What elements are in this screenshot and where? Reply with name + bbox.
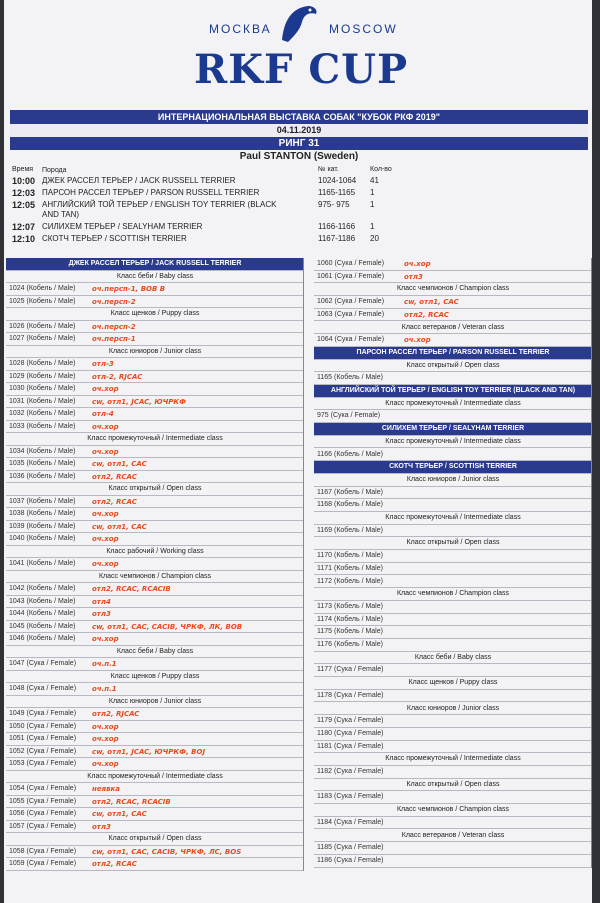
handwritten-result: отл3 [92,822,111,831]
handwritten-result: отл2, RCAC [92,497,137,506]
entry-row [6,583,304,596]
handwritten-result: отл2, RCAC [404,310,449,319]
entry-label: 1170 (Кобель / Male) [317,552,383,560]
entry-row [314,614,592,627]
class-header: Класс юниоров / Junior class [314,474,592,487]
class-header: Класс открытый / Open class [314,537,592,550]
entry-row [6,533,304,546]
entry-label: 1184 (Сука / Female) [317,818,384,826]
handwritten-result: оч.хор [404,260,431,268]
handwritten-result: оч.хор [92,535,119,543]
entry-row [314,626,592,639]
entry-label: 1039 (Кобель / Male) [9,522,76,530]
entry-label: 1061 (Сука / Female) [317,272,385,280]
handwritten-result: оч.персп-1 [92,335,136,343]
handwritten-result: отл4 [92,597,111,606]
entry-row [314,372,592,385]
entry-label: 1025 (Кобель / Male) [9,297,76,305]
entry-row [314,487,592,500]
entry-label: 1171 (Кобель / Male) [317,564,383,572]
handwritten-result: cw, отл1, CAC, CACIB, ЧРКФ, ЛС, BOS [92,847,242,856]
entry-label: 1173 (Кобель / Male) [317,602,383,610]
entry-label: 1047 (Сука / Female) [9,660,77,667]
catalog-sheet [4,0,592,903]
entry-label: 1174 (Кобель / Male) [317,615,383,623]
entry-row [6,333,304,346]
schedule-time: 12:03 [12,188,36,198]
class-header: Класс беби / Baby class [314,652,592,665]
handwritten-result: оч.хор [92,510,119,518]
entry-label: 1037 (Кобель / Male) [9,497,76,505]
schedule-catalog-range: 1165-1165 [318,188,356,197]
entry-label: 1180 (Сука / Female) [317,729,384,737]
handwritten-result: оч.персп-2 [92,297,136,306]
entry-label: 1178 (Сука / Female) [317,691,384,699]
class-header: Класс промежуточный / Intermediate class [314,753,592,766]
schedule-breed: СКОТЧ ТЕРЬЕР / SCOTTISH TERRIER [42,234,187,243]
entry-label: 1060 (Сука / Female) [317,260,385,267]
entry-label: 1182 (Сука / Female) [317,768,384,775]
entry-label: 1166 (Кобель / Male) [317,450,383,458]
entry-row [314,309,592,322]
column-border [591,258,592,868]
handwritten-result: оч.хор [404,336,431,345]
class-header: Класс открытый / Open class [6,483,304,496]
entry-label: 1051 (Сука / Female) [9,735,77,742]
handwritten-result: оч.хор [92,735,119,743]
entry-row [314,817,592,830]
entry-row [6,621,304,634]
handwritten-result: отл2, RCAC [92,472,137,481]
entry-label: 1175 (Кобель / Male) [317,628,383,636]
entry-label: 1179 (Сука / Female) [317,717,384,725]
handwritten-result: оч.хор [92,422,119,431]
handwritten-result: оч.п.1 [92,660,117,668]
entry-label: 1031 (Кобель / Male) [9,397,76,405]
entry-label: 1035 (Кобель / Male) [9,460,76,467]
entry-label: 1058 (Сука / Female) [9,847,77,855]
entry-row [314,855,592,868]
entry-row [314,525,592,538]
entry-row [6,496,304,509]
handwritten-result: cw, отл1, CAC, CACIB, ЧРКФ, ЛК, BOB [92,622,243,631]
handwritten-result: cw, отл1, CAC [92,810,147,818]
entry-row [6,521,304,534]
entry-row [6,508,304,521]
entry-label: 1036 (Кобель / Male) [9,472,76,480]
entry-row [6,708,304,721]
handwritten-result: отл2, RCAC, RCACIB [92,797,171,806]
entry-label: 1024 (Кобель / Male) [9,285,76,292]
entry-row [314,664,592,677]
schedule-header: Время Порода № кат. Кол-во [12,166,392,174]
entry-row [6,421,304,434]
schedule-breed: АНГЛИЙСКИЙ ТОЙ ТЕРЬЕР / ENGLISH TOY TERRIER (BLACK AND TAN) [42,200,277,219]
entry-row [314,601,592,614]
class-header: Класс промежуточный / Intermediate class [314,436,592,449]
handwritten-result: оч.п.1 [92,685,117,693]
schedule-row [12,188,572,200]
schedule-row [12,234,572,246]
handwritten-result: оч.хор [92,560,119,568]
class-header: Класс открытый / Open class [314,779,592,792]
entry-row [6,408,304,421]
entry-row [314,766,592,779]
entry-label: 1167 (Кобель / Male) [317,488,383,496]
handwritten-result: cw, отл1, CAC [92,522,147,531]
entry-row [6,383,304,396]
entry-label: 1168 (Кобель / Male) [317,501,383,509]
handwritten-result: отл2, RCAC [92,860,137,868]
entry-row [314,576,592,589]
entry-label: 1055 (Сука / Female) [9,797,77,805]
entry-label: 1052 (Сука / Female) [9,747,77,755]
entry-label: 1027 (Кобель / Male) [9,335,76,342]
schedule-breed: ПАРСОН РАССЕЛ ТЕРЬЕР / PARSON RUSSELL TERRIER [42,188,260,197]
entry-label: 1181 (Сука / Female) [317,742,384,750]
handwritten-result: оч.хор [92,722,119,731]
handwritten-result: неявка [92,785,120,793]
entry-row [6,396,304,409]
breed-header: ДЖЕК РАССЕЛ ТЕРЬЕР / JACK RUSSELL TERRIER [6,258,304,271]
handwritten-result: отл-3 [92,360,114,368]
class-header: Класс открытый / Open class [314,360,592,373]
entry-row [6,658,304,671]
schedule-time: 12:10 [12,234,36,244]
class-header: Класс ветеранов / Veteran class [314,830,592,843]
entry-label: 1177 (Сука / Female) [317,666,384,674]
entry-row [314,334,592,347]
dog-head-icon [274,0,322,48]
column-border [303,258,304,871]
class-header: Класс ветеранов / Veteran class [314,322,592,335]
handwritten-result: отл3 [92,610,111,618]
entry-row [6,633,304,646]
handwritten-result: cw, отл1, CAC [404,298,459,307]
entry-row [314,791,592,804]
entry-row [6,608,304,621]
schedule-row [12,200,572,222]
entry-label: 1029 (Кобель / Male) [9,372,76,380]
entry-label: 1063 (Сука / Female) [317,310,385,318]
entry-row [6,321,304,334]
entry-row [6,558,304,571]
entry-row [314,410,592,423]
breed-header: АНГЛИЙСКИЙ ТОЙ ТЕРЬЕР / ENGLISH TOY TERRIER (BLACK AND TAN) [314,385,592,398]
entry-label: 1046 (Кобель / Male) [9,635,76,642]
class-header: Класс промежуточный / Intermediate class [314,512,592,525]
class-header: Класс промежуточный / Intermediate class [6,771,304,784]
handwritten-result: cw, отл1, JCAC, ЮЧРКФ, BOJ [92,747,206,756]
handwritten-result: оч.персп-1, BOB B [92,285,166,293]
entry-row [314,741,592,754]
entry-label: 1034 (Кобель / Male) [9,447,76,455]
entry-label: 1185 (Сука / Female) [317,844,384,852]
schedule-catalog-range: 975- 975 [318,200,350,209]
judge-name: Paul STANTON (Sweden) [239,151,359,162]
entry-row [6,808,304,821]
entry-label: 1038 (Кобель / Male) [9,510,76,517]
schedule-row [12,222,572,234]
class-header: Класс чемпионов / Champion class [314,283,592,296]
class-header: Класс беби / Baby class [6,271,304,284]
entry-label: 1044 (Кобель / Male) [9,610,76,617]
logo-title: RKF CUP [194,46,409,93]
entry-label: 1033 (Кобель / Male) [9,422,76,430]
handwritten-result: отл-2, RJCAC [92,372,143,381]
entry-row [6,358,304,371]
entry-row [6,783,304,796]
entry-row [6,371,304,384]
handwritten-result: отл-4 [92,410,114,418]
entry-label: 1056 (Сука / Female) [9,810,77,817]
entry-label: 1172 (Кобель / Male) [317,577,383,585]
class-header: Класс промежуточный / Intermediate class [314,398,592,411]
breed-header: СКОТЧ ТЕРЬЕР / SCOTTISH TERRIER [314,461,592,474]
class-header: Класс чемпионов / Champion class [314,804,592,817]
schedule-row [12,176,572,188]
entry-row [314,550,592,563]
schedule-time: 10:00 [12,176,36,186]
entry-label: 1032 (Кобель / Male) [9,410,76,417]
schedule-count: 1 [370,222,375,231]
entry-label: 1043 (Кобель / Male) [9,597,76,605]
schedule-count: 1 [370,188,375,197]
entry-row [6,458,304,471]
entry-label: 1045 (Кобель / Male) [9,622,76,630]
schedule-catalog-range: 1024-1064 [318,176,357,185]
ring-title: РИНГ 31 [10,137,588,150]
class-header: Класс щенков / Puppy class [6,671,304,684]
entry-label: 1028 (Кобель / Male) [9,360,76,367]
schedule-time: 12:07 [12,222,36,232]
event-title: ИНТЕРНАЦИОНАЛЬНАЯ ВЫСТАВКА СОБАК "КУБОК РКФ 2019" [10,110,588,124]
entry-row [6,596,304,609]
entry-label: 1176 (Кобель / Male) [317,641,383,648]
class-header: Класс щенков / Puppy class [314,677,592,690]
entry-row [314,728,592,741]
entry-row [6,733,304,746]
entry-label: 1186 (Сука / Female) [317,856,384,864]
handwritten-result: оч.персп-2 [92,322,136,331]
schedule-breed: СИЛИХЕМ ТЕРЬЕР / SEALYHAM TERRIER [42,222,203,231]
entry-label: 1048 (Сука / Female) [9,685,77,692]
rkf-cup-logo [4,0,592,100]
schedule-count: 41 [370,176,379,185]
entry-label: 1183 (Сука / Female) [317,793,384,801]
entry-label: 1040 (Кобель / Male) [9,535,76,542]
entry-label: 1050 (Сука / Female) [9,722,77,730]
handwritten-result: отл2, RJCAC [92,710,140,718]
entry-label: 975 (Сука / Female) [317,412,381,420]
entry-label: 1057 (Сука / Female) [9,822,77,830]
entry-row [6,796,304,809]
class-header: Класс промежуточный / Intermediate class [6,433,304,446]
class-header: Класс открытый / Open class [6,833,304,846]
class-header: Класс чемпионов / Champion class [6,571,304,584]
entry-label: 1059 (Сука / Female) [9,860,77,867]
entry-row [314,271,592,284]
entry-row [6,846,304,859]
handwritten-result: cw, отл1, JCAC, ЮЧРКФ [92,397,187,406]
class-header: Класс юниоров / Junior class [314,703,592,716]
entry-label: 1053 (Сука / Female) [9,760,77,767]
entry-row [314,296,592,309]
schedule-count: 20 [370,234,379,243]
logo-moscow-en: MOSCOW [329,22,398,36]
entry-row [314,639,592,652]
handwritten-result: оч.хор [92,447,119,456]
entry-row [6,858,304,871]
schedule-count: 1 [370,200,375,209]
entry-row [314,690,592,703]
entry-row [6,721,304,734]
class-header: Класс рабочий / Working class [6,546,304,559]
schedule-catalog-range: 1167-1186 [318,234,356,243]
breed-header: ПАРСОН РАССЕЛ ТЕРЬЕР / PARSON RUSSELL TERRIER [314,347,592,360]
entry-row [314,449,592,462]
handwritten-result: отл3 [404,272,423,281]
schedule-breed: ДЖЕК РАССЕЛ ТЕРЬЕР / JACK RUSSELL TERRIER [42,176,236,185]
entry-label: 1165 (Кобель / Male) [317,374,383,382]
class-header: Класс щенков / Puppy class [6,308,304,321]
entry-label: 1064 (Сука / Female) [317,336,385,344]
entry-label: 1049 (Сука / Female) [9,710,77,717]
class-header: Класс юниоров / Junior class [6,346,304,359]
event-date: 04.11.2019 [10,124,588,137]
entry-row [314,499,592,512]
class-header: Класс беби / Baby class [6,646,304,659]
logo-moscow-ru: МОСКВА [209,22,272,36]
handwritten-result: оч.хор [92,385,119,393]
schedule-time: 12:05 [12,200,36,210]
entry-label: 1042 (Кобель / Male) [9,585,76,592]
entry-row [6,471,304,484]
entry-row [314,258,592,271]
handwritten-result: оч.хор [92,760,119,768]
handwritten-result: отл2, RCAC, RCACIB [92,585,171,593]
entry-row [6,758,304,771]
entry-label: 1041 (Кобель / Male) [9,560,76,567]
entry-row [314,715,592,728]
entry-label: 1062 (Сука / Female) [317,298,385,306]
entry-row [6,746,304,759]
entry-row [314,842,592,855]
entry-label: 1169 (Кобель / Male) [317,526,383,534]
entry-row [6,296,304,309]
entry-row [6,683,304,696]
entry-row [6,446,304,459]
breed-header: СИЛИХЕМ ТЕРЬЕР / SEALYHAM TERRIER [314,423,592,436]
entry-row [314,563,592,576]
entry-label: 1054 (Сука / Female) [9,785,77,792]
class-header: Класс чемпионов / Champion class [314,588,592,601]
class-header: Класс юниоров / Junior class [6,696,304,709]
handwritten-result: оч.хор [92,635,119,643]
entry-row [6,821,304,834]
entry-row [6,283,304,296]
entry-label: 1026 (Кобель / Male) [9,322,76,330]
schedule-catalog-range: 1166-1166 [318,222,356,231]
handwritten-result: cw, отл1, CAC [92,460,147,468]
entry-label: 1030 (Кобель / Male) [9,385,76,392]
